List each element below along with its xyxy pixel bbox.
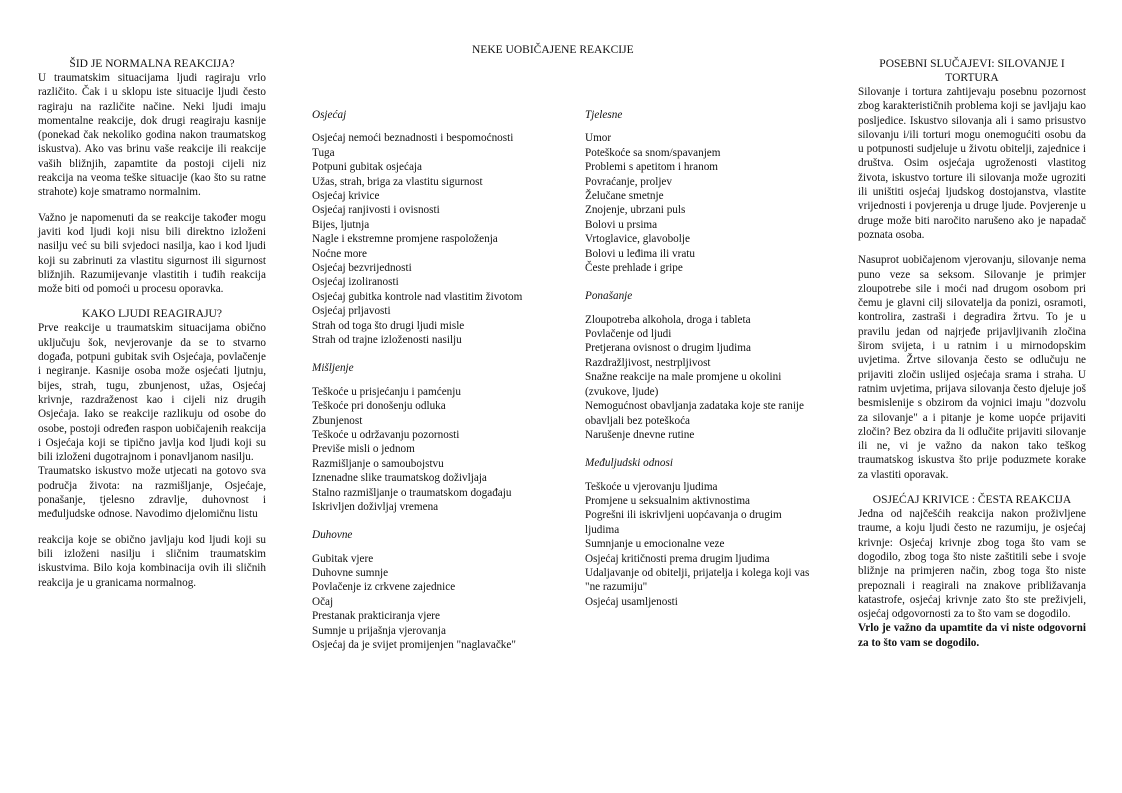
list-item: Poteškoće sa snom/spavanjem bbox=[585, 146, 721, 159]
list-item: Osjećaj da je svijet promijenjen "naglavačke" bbox=[312, 639, 516, 652]
list-item: Gubitak vjere bbox=[312, 552, 374, 565]
list-item: Bolovi u prsima bbox=[585, 218, 658, 231]
list-behavior bbox=[585, 313, 810, 443]
list-item: Bijes, ljutnja bbox=[312, 218, 370, 231]
category-behavior: Ponašanje bbox=[585, 290, 633, 303]
list-spiritual bbox=[312, 552, 544, 653]
list-item: Sumnjanje u emocionalne veze bbox=[585, 538, 725, 551]
category-feelings: Osjećaj bbox=[312, 109, 347, 121]
list-item: Nemogućnost obavljanja zadataka koje ste ranije obavljali bez poteškoća bbox=[585, 400, 805, 427]
list-item: Noćne more bbox=[312, 247, 367, 260]
list-item: Zbunjenost bbox=[312, 414, 363, 427]
list-item: Povlačenje iz crkvene zajednice bbox=[312, 581, 456, 594]
category-physical: Tjelesne bbox=[585, 109, 623, 121]
list-item: Osjećaj prljavosti bbox=[312, 305, 391, 318]
list-item: Povlačenje od ljudi bbox=[585, 328, 672, 341]
center-title: NEKE UOBIČAJENE REAKCIJE bbox=[472, 44, 634, 56]
list-item: Osjećaj kritičnosti prema drugim ljudima bbox=[585, 552, 770, 565]
list-thinking bbox=[312, 385, 544, 515]
list-item: Teškoće pri donošenju odluka bbox=[312, 400, 446, 413]
list-item: Stalno razmišljanje o traumatskom događaju bbox=[312, 486, 512, 499]
paragraph-normal-range: reakcija koje se obično javljaju kod ljudi koji su bili izloženi nasilju i sličnim traumatskim iskustvima. Bilo koja kombinacija ovih ili sličnih reakcija je u granicama normalnog. bbox=[38, 533, 266, 589]
list-item: Snažne reakcije na male promjene u okolini (zvukove, ljude) bbox=[585, 371, 782, 398]
heading-how-people-react: KAKO LJUDI REAGIRAJU? bbox=[82, 308, 222, 321]
list-item: Promjene u seksualnim aktivnostima bbox=[585, 495, 750, 508]
list-item: Osjećaj krivice bbox=[312, 189, 380, 202]
list-item: Potpuni gubitak osjećaja bbox=[312, 161, 422, 174]
list-item: Teškoće u vjerovanju ljudima bbox=[585, 480, 718, 493]
list-item: Zloupotreba alkohola, droga i tableta bbox=[585, 313, 751, 326]
heading-guilt: OSJEĆAJ KRIVICE : ČESTA REAKCIJA bbox=[872, 494, 1072, 507]
list-item: Problemi s apetitom i hranom bbox=[585, 161, 718, 174]
list-item: Razdražljivost, nestrpljivost bbox=[585, 356, 711, 369]
list-item: Previše misli o jednom bbox=[312, 443, 415, 456]
list-item: Očaj bbox=[312, 595, 334, 608]
list-item: Pogrešni ili iskrivljeni uopćavanja o drugim ljudima bbox=[585, 509, 782, 536]
list-item: Prestanak prakticiranja vjere bbox=[312, 610, 440, 623]
list-item: Znojenje, ubrzani puls bbox=[585, 204, 686, 217]
list-item: Iznenadne slike traumatskog doživljaja bbox=[312, 472, 487, 485]
list-item: Duhovne sumnje bbox=[312, 567, 389, 580]
paragraph-intro: U traumatskim situacijama ljudi ragiraju vrlo različito. Čak i u sklopu iste situacije ljudi često ragiraju na različite načine. Neki ljudi imaju momentalne reakcije, dok drugi reagiraju kasnije (ponekad čak nekoliko godina nakon traumatskog iskustva). Ako vas brinu vaše reakcije ili reakcije vaših bližnjih, zapamtite da postoji cijeli niz reakcija na veoma teške situacije (kao što su ratne strahote) koje smatramo normalnim. bbox=[38, 72, 266, 199]
list-item: Narušenje dnevne rutine bbox=[585, 428, 695, 441]
list-item: Osjećaj gubitka kontrole nad vlastitim životom bbox=[312, 290, 523, 303]
paragraph-not-responsible: Vrlo je važno da upamtite da vi niste odgovorni za to što vam se dogodilo. bbox=[858, 622, 1086, 649]
paragraph-first-reactions: Prve reakcije u traumatskim situacijama obično uključuju šok, nevjerovanje da se to stvarno događa, potpuni gubitak svih Osjećaja, povlačenje i negiranje. Kasnije osoba može osjećati ljutnju, bijes, strah, tugu, zbunjenost, užas, Osjećaj krivnje, razdraženost kao i cijeli niz drugih Osjećaja. Iako se reakcije razlikuju od osobe do osobe, postoji određen raspon uobičajenih reakcija i Osjećaja koji se tipično javlja kod ljudi koji su bili izloženi dugotrajnom i ponavljanom nasilju. bbox=[38, 322, 266, 464]
column-feelings-thinking-spiritual bbox=[312, 108, 544, 652]
list-item: Osjećaj usamljenosti bbox=[585, 595, 678, 608]
list-item: Česte prehlade i gripe bbox=[585, 261, 683, 274]
list-item: Umor bbox=[585, 132, 612, 145]
list-item: Razmišljanje o samoubojstvu bbox=[312, 457, 444, 470]
list-item: Teškoće u prisjećanju i pamćenju bbox=[312, 385, 461, 398]
paragraph-rape-not-sex: Nasuprot uobičajenom vjerovanju, silovanje nema puno veze sa seksom. Silovanje je primjer zloupotrebe sile i moći nad drugom osobom pri čemu je glavni cilj silovatelja da ponizi, osramoti, kontrolira, zastraši i degradira žrtvu. To je u pravilu jedan od najrjeđe prijavljivanih zločina širom svijeta, i u ratnim i u mirnodopskim uvjetima. Žrtve silovanja često se odlučuju ne prijaviti zločin uslijed osjećaja srama i straha. U ratnim uvjetima, prijava silovanja često djeluje još besmislenije s obzirom da vojnici imaju "dozvolu za silovanje" a i pitanje je kome uopće prijaviti zločin? Bez obzira da li odlučite prijaviti silovanje ili ne, vi je važno da nakon tako teškog traumatskog iskustva što prije poduzmete korake za vlastiti oporavak. bbox=[858, 254, 1086, 481]
list-item: Sumnje u prijašnja vjerovanja bbox=[312, 624, 446, 637]
category-relations: Međuljudski odnosi bbox=[585, 457, 673, 470]
list-item: Pretjerana ovisnost o drugim ljudima bbox=[585, 342, 751, 355]
list-item: Osjećaj nemoći beznadnosti i bespomoćnosti bbox=[312, 132, 514, 145]
list-item: Teškoće u održavanju pozornosti bbox=[312, 428, 460, 441]
list-item: Bolovi u leđima ili vratu bbox=[585, 247, 695, 260]
paragraph-trauma-areas: Traumatsko iskustvo može utjecati na gotovo sva područja života: na razmišljanje, Osjećaje, ponašanje, tjelesno zdravlje, duhovnost i međuljudske odnose. Navodimo djelomičnu listu bbox=[38, 465, 266, 521]
paragraph-witnesses: Važno je napomenuti da se reakcije također mogu javiti kod ljudi koji nisu bili direktno izloženi nasilju već su bili svjedoci nasilja, kao i kod ljudi koji su zabrinuti za vlastitu sigurnost ili sigurnost bližnjih. Razumijevanje vlastitih i tuđih reakcija može biti od pomoći u procesu oporavka. bbox=[38, 211, 266, 296]
category-spiritual: Duhovne bbox=[312, 529, 353, 542]
list-relations bbox=[585, 480, 810, 610]
list-item: Želučane smetnje bbox=[585, 189, 664, 202]
column-normal-reactions bbox=[38, 57, 266, 590]
heading-normal-reaction: ŠID JE NORMALNA REAKCIJA? bbox=[69, 58, 235, 70]
list-item: Nagle i ekstremne promjene raspoloženja bbox=[312, 233, 498, 246]
paragraph-rape-torture: Silovanje i tortura zahtijevaju posebnu pozornost zbog karakterističnih problema koji se javljaju kao posljedice. Iskustvo silovanja ali i samo prisustvo silovanju i/ili torturi mogu onemogućiti osobu da u potpunosti sudjeluje u životu obitelji, zajednice i društva. Osim osjećaja ugroženosti vlastitog života, iskustvo torture ili silovanja može ugroziti ili uništiti osjećaj ljudskog dostojanstva, vlastite vrijednosti i povjerenja u druge ljude. Povjerenje u druge može biti naročito narušeno ako je napadač poznata osoba. bbox=[858, 86, 1086, 241]
list-item: Tuga bbox=[312, 146, 335, 159]
category-thinking: Mišljenje bbox=[312, 362, 354, 375]
list-item: Udaljavanje od obitelji, prijatelja i kolega koji vas "ne razumiju" bbox=[585, 567, 810, 594]
column-physical-behavior-relations bbox=[585, 108, 810, 609]
list-item: Vrtoglavice, glavobolje bbox=[585, 233, 690, 246]
heading-special-cases: POSEBNI SLUČAJEVI: SILOVANJE I TORTURA bbox=[879, 58, 1065, 84]
list-item: Strah od toga što drugi ljudi misle bbox=[312, 319, 465, 332]
list-physical bbox=[585, 131, 810, 275]
list-item: Užas, strah, briga za vlastitu sigurnost bbox=[312, 175, 483, 188]
list-item: Povraćanje, proljev bbox=[585, 175, 672, 188]
list-item: Osjećaj izoliranosti bbox=[312, 276, 399, 289]
list-item: Osjećaj bezvrijednosti bbox=[312, 261, 412, 274]
list-item: Strah od trajne izloženosti nasilju bbox=[312, 333, 462, 346]
paragraph-guilt: Jedna od najčešćih reakcija nakon proživljene traume, a koju ljudi često ne razumiju, je osjećaj krivnje: Osjećaj krivnje zbog toga što vam se dogodilo, zbog toga što niste zaštitili sebe i svoje bližnje na primjeren način, zbog toga što niste prepoznali i reagirali na znakove približavanja katastrofe, osjećaj krivnje zato što ste preživjeli, osjećaj odgovornosti za to što vam se dogodilo. bbox=[858, 508, 1086, 621]
list-feelings bbox=[312, 131, 544, 347]
list-item: Iskrivljen doživljaj vremena bbox=[312, 500, 439, 513]
column-special-cases bbox=[858, 57, 1086, 650]
list-item: Osjećaj ranjivosti i ovisnosti bbox=[312, 204, 440, 217]
